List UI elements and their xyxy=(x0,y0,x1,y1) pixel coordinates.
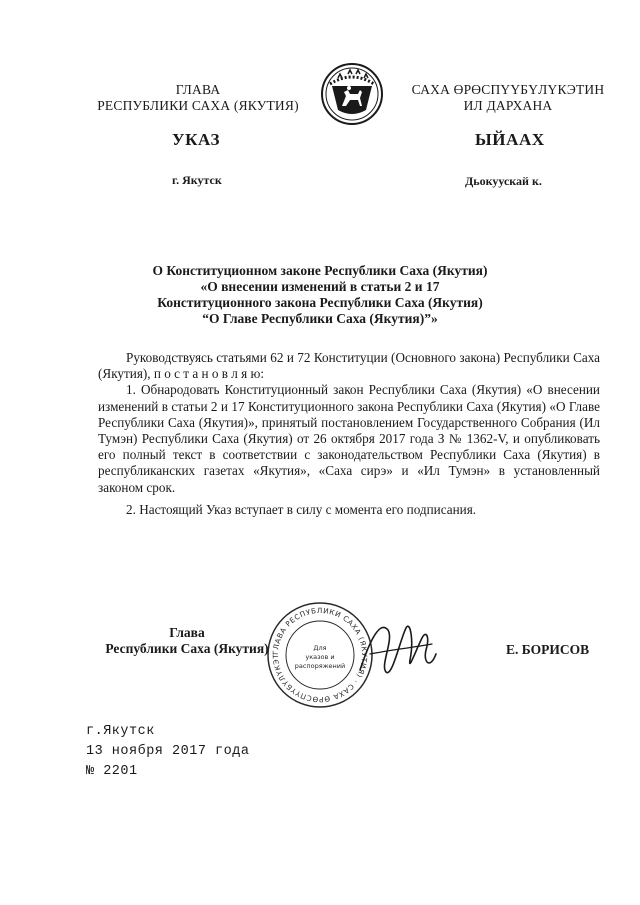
handwritten-signature xyxy=(340,610,450,690)
title-line-4: “О Главе Республики Саха (Якутия)”» xyxy=(202,311,438,326)
title-line-1: О Конституционном законе Республики Саха (Якутия) xyxy=(152,263,488,278)
city-ru: г. Якутск xyxy=(172,173,222,187)
header-right-line1: САХА ӨРӨСПҮҮБҮЛҮКЭТИН xyxy=(411,82,605,97)
seal-ring-text: ГЛАВА РЕСПУБЛИКИ САХА (ЯКУТИЯ) · САХА ӨРӨСПҮҮБҮЛҮКЭТ xyxy=(270,605,370,705)
footer-city: г.Якутск xyxy=(86,724,155,739)
coat-of-arms-icon xyxy=(320,62,384,126)
preamble-paragraph: Руководствуясь статьями 62 и 72 Конституции (Основного закона) Республики Саха (Якутия), п о с т а н о в л я ю: xyxy=(98,350,600,382)
header-left xyxy=(78,82,318,114)
signature-title-line1: Глава xyxy=(169,625,205,640)
header-left-line2: РЕСПУБЛИКИ САХА (ЯКУТИЯ) xyxy=(97,98,299,113)
decree-title-sah: ЫЙААХ xyxy=(475,130,545,149)
seal-center-line1: Для xyxy=(313,644,327,652)
header-right-line2: ИЛ ДАРХАНА xyxy=(463,98,553,113)
seal-center-line2: указов и xyxy=(305,653,335,661)
footer-date: 13 ноября 2017 года xyxy=(86,744,250,759)
title-line-2: «О внесении изменений в статьи 2 и 17 xyxy=(200,279,440,294)
footer-block xyxy=(86,722,249,782)
footer-number: № 2201 xyxy=(86,764,138,779)
document-title xyxy=(100,263,540,327)
signature-title-line2: Республики Саха (Якутия) xyxy=(105,641,269,656)
seal-center-line3: распоряжений xyxy=(294,662,346,670)
signature-title xyxy=(94,625,280,657)
item-2-paragraph: 2. Настоящий Указ вступает в силу с момента его подписания. xyxy=(126,501,477,517)
item-1-paragraph: 1. Обнародовать Конституционный закон Республики Саха (Якутия) «О внесении изменений в статьи 2 и 17 Конституционного закона Республики Саха (Якутия) «О Главе Республики Саха (Якутия)», принятый постановлением Государственного Собрания (Ил Тумэн) Республики Саха (Якутия) от 26 октября 2017 года З № 1362-V, и опубликовать его полный текст в соответствии с законодательством Республики Саха (Якутия) в республиканских газетах «Якутия», «Саха сирэ» и «Ил Тумэн» в установленный законом срок. xyxy=(98,382,600,495)
header-left-line1: ГЛАВА xyxy=(175,82,221,97)
header-right xyxy=(392,82,624,114)
decree-title-ru: УКАЗ xyxy=(172,130,221,149)
title-line-3: Конституционного закона Республики Саха (Якутия) xyxy=(157,295,483,310)
document-body xyxy=(98,350,600,518)
signature-name: Е. БОРИСОВ xyxy=(506,642,590,657)
city-sah: Дьокуускай к. xyxy=(465,174,542,188)
